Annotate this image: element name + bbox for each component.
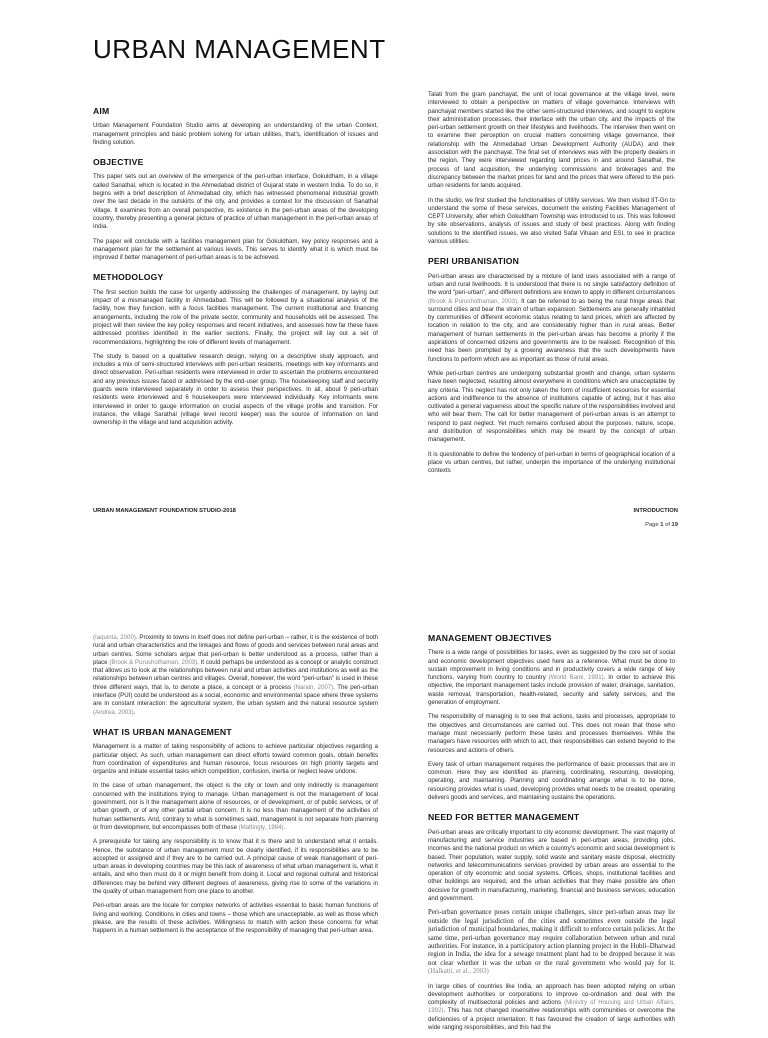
citation: (Brook & Purushothaman, 2003) (109, 658, 198, 666)
citation: (Ministry of Housing and Urban Affairs, 1992) (428, 999, 675, 1015)
page-total: 19 (671, 522, 678, 528)
paragraph-text: . (133, 708, 136, 716)
citation: (Halkatti, et al., 2003) (428, 968, 489, 976)
paragraph-text: In large cities of countries like India, an approach has been adopted relying on urban development authorities or corporations to improve co-ordination and deal with the complexity of multisectoral policies and actions (428, 982, 675, 1007)
paragraph-text: . The peri-urban interface (PUI) could be understood as a social, economic and environmental space where three systems are in constant interaction: the agricultural system, the urban system and the natural resource system (93, 683, 379, 708)
body-paragraph (428, 909, 675, 976)
section-heading: OBJECTIVE (93, 157, 144, 168)
section-heading: METHODOLOGY (93, 272, 164, 283)
page-number (645, 522, 678, 528)
section-heading: MANAGEMENT OBJECTIVES (428, 633, 552, 643)
body-paragraph: It is questionable to define the tendency of peri-urban in terms of geographical location of a place vs urban centres, but rather, underpin the importance of the underlying institutional contexts (428, 450, 675, 475)
body-paragraph: This paper sets out an overview of the emergence of the peri-urban interface, Gokuldham, in a village called Sanathal, which is located in the Ahmedabad district of Gujarat state in western India. To do so, it begins with a brief description of Ahmedabad city, which has witnessed phenomenal industrial growth over the last decade in the outskirts of the city, and provides a context for the discussion of Sanathal village. It examines from an overall perspective, its existence in the peri-urban areas of the developing country, thereby presenting a general picture of practice of urban management in the peri-urban areas of India. (93, 173, 378, 231)
body-paragraph (93, 782, 378, 832)
citation: (Iaquinta, 2000) (93, 634, 136, 641)
body-paragraph: Talati from the gram panchayat, the unit of local governance at the village level, were interviewed to obtain a perspective on matters of village governance. Interviews with panchayat members started like the other semi-structured interviews, and sought to explore their administration processes, their interface with the urban city, and the impacts of the peri-urban settlement growth on their lifestyles and livelihoods. The interview then went on to examine their perception on crucial matters concerning village governance, their relationship with the Ahmedabad Urban Development Authority (AUDA) and their association with the panchayat. The final set of interviews was with the property dealers in the region. They were interviewed regarding land prices in and around Sanathal, the process of land acquisition, the underlying commissions and brokerages and the discrepancy between the market prices for land and the prices that were offered to the peri-urban residents for lands acquired. (428, 91, 675, 190)
paragraph-text: . (283, 823, 286, 831)
section-heading: WHAT IS URBAN MANAGEMENT (93, 726, 232, 737)
section-heading: NEED FOR BETTER MANAGEMENT (428, 812, 580, 823)
citation: (Brook & Purushothaman, 2003) (428, 297, 518, 305)
paragraph-text: . It can be referred to as being the rural fringe areas that surround cities and bear the strain of urban expansion. Settlements are generally inhabited by communities of different economic status relating to land prices, which are affected by location in relation to the city, and are considerably higher than in rural areas. Better management of human settlements in the peri-urban areas has become a priority if the aspirations of concerned citizens and governments are to be realised. Recognition of this need has been prompted by a growing awareness that the such developments have functions to perform which are as important as those of rural areas. (428, 297, 675, 363)
citation: (Andrea, 2003) (93, 708, 134, 716)
document-title: URBAN MANAGEMENT (93, 34, 386, 64)
section-heading: PERI URBANISATION (428, 256, 520, 267)
page-two-left-column (93, 634, 378, 942)
paragraph-text: . This has not changed insensitive relationships with communities or overcome the deficiencies of a project orientation. It has favoured the creation of large authorities with wide ranging responsibilities, and this had the (428, 1007, 675, 1032)
page-one-right-column (428, 91, 675, 481)
body-paragraph: While peri-urban centres are undergoing substantial growth and change, urban systems have been neglected, resulting almost everywhere in conditions which are unacceptable by any criteria. This neglect has not only taken the form of insufficient resources for essential actions and indifference to the absence of institutions capable of acting, but it has also cultivated a general vagueness about the specific nature of the responsibilities involved and who will bear them. The call for better management of peri-urban areas is an attempt to respond to past neglect. Yet much remains confused about the purposes, nature, scope, and distribution of responsibilities which may be meant by the concept of urban management. (428, 369, 675, 444)
body-paragraph: Peri-urban areas are the locale for complex networks of activities essential to basic human functions of living and working. Conditions in cities and towns – those which are unacceptable, as well as those which please, are the results of these activities. Willingness to match with action these concerns for what happens in a human settlement is the acceptance of the responsibility of managing that peri-urban area. (93, 902, 378, 935)
body-paragraph: Peri-urban areas are critically important to city economic development. The vast majority of manufacturing and service industries are based in peri-urban areas, providing jobs, incomes and the national product on which a country's economic and social development is based. Their population, water supply, solid waste and sanitary waste disposal, electricity networks and telecommunications services provided by urban areas are essential to the operation of city economic and social systems. Offices, shops, institutional facilities and other buildings are required, and the urban activities that they make possible are often decisive for growth in manufacturing, marketing, financial and business services, education and government. (428, 828, 675, 903)
footer-studio-name: URBAN MANAGEMENT FOUNDATION STUDIO-2018 (93, 508, 236, 514)
body-paragraph: Urban Management Foundation Studio aims at developing an understanding of the urban Context, management principles and basic problem solving for urban utilities, that's, identification of issues and finding solution. (93, 122, 378, 146)
page-two-right-column (428, 634, 675, 1038)
body-paragraph: The study is based on a qualitative research design, relying on a descriptive study approach, and includes a mix of semi-structured interviews with peri-urban residents, meetings with key informants and direct observation. Peri-urban residents were interviewed in order to ascertain the problems encountered and any previous issues faced or addressed by the end-user group. The housekeeping staff and security guards were interviewed separately in order to assess their perspectives. In all, about 9 peri-urban residents were interviewed and 6 housekeepers were interviewed individually. Key informants were interviewed in order to gauge information on crucial aspects of the village profile and transition. For instance, the village Sarathal (village level record keeper) was the source of information on land ownership in the village and land acquisition activity. (93, 352, 378, 427)
paragraph-text: . It could perhaps be understood as a concept or analytic construct that allows us to look at the relationships between rural and urban activities and institutions as well as the relationships between urban centres and villages. Overall, however, the word “peri-urban” is used in these three different ways, that is, to denote a place, a concept or a process (93, 658, 378, 691)
page-two (0, 610, 768, 1032)
body-paragraph: The responsibility of managing is to see that actions, tasks and processes, appropriate to the objectives and circumstances are carried out. This does not mean that those who manage must necessarily perform these tasks and processes themselves. While the managers have resources with which to act, their responsibilities can extend beyond to the resources and actions of others. (428, 713, 675, 754)
citation: (Mattingly, 1994) (238, 823, 284, 831)
paragraph-text: . Proximity to towns in itself does not define peri-urban – rather, it is the existence of both rural and urban characteristics and the linkages and flows of goods and services between rural areas and urban centres. Some scholars argue that peri-urban is better understood as a process, rather than a place (93, 634, 379, 666)
page-one-left-column (93, 107, 378, 434)
body-paragraph (93, 634, 378, 717)
body-paragraph (428, 273, 675, 364)
footer-section-name: INTRODUCTION (633, 508, 678, 514)
body-paragraph: Every task of urban management requires the performance of basic processes that are in common. Here they are identified as planning, coordinating, resourcing, developing, operating, and maintaining. Planning and coordinating arrange what is to be done, resourcing provides what is used, developing provides what needs to be created, operating delivers goods and services, and maintaining sustains the operations. (428, 760, 675, 802)
paragraph-text: Peri-urban areas are characterised by a mixture of land uses associated with a range of urban and rural livelihoods. It is understood that there is no single satisfactory definition of the word “peri-urban”, and different definitions are known to apply in different circumstances (428, 272, 675, 297)
body-paragraph: The paper will conclude with a facilities management plan for Gokuldham, key policy responses and a management plan for the settlement at various levels. This serves to identify what it is which must be improved if better management of peri-urban areas is to be achieved. (93, 237, 378, 262)
body-paragraph: The first section builds the case for urgently addressing the challenges of management, by laying out impact of a mismanaged facility in Ahmedabad. This will be followed by a situational analysis of the facility, how they function, with a focus facilities management. The current institutional and financing arrangements, including the role of the private sector, community and households will be assessed. The project will then review the key policy responses and recent initiatives, and assesses how far these have addressed priorities identified in the earlier sections. Finally, the project will lay out a set of recommendations, highlighting the role of different levels of management. (93, 288, 378, 346)
body-paragraph: A prerequisite for taking any responsibility is to know that it is there and to understand what it entails. Hence, the substance of urban management must be clearly identified, if its responsibilities are to be accepted or assigned and if they are to be carried out. A principal cause of weak management of peri-urban areas in developing countries may be this lack of awareness of what urban management is, what it entails, and who then must do it or might benefit from doing it. Local and regional cultural and historical differences may be behind very different degrees of awareness, giving rise to some of the variations in the quality of urban management from one place to another. (93, 838, 378, 896)
body-paragraph (428, 649, 675, 707)
citation: (Narain, 2007) (293, 683, 334, 691)
page-current: 1 (660, 522, 664, 528)
body-paragraph (428, 983, 675, 1033)
section-heading: AIM (93, 106, 110, 116)
paragraph-text: Peri-urban governance poses certain unique challenges, since peri-urban areas may lie outside the legal jurisdiction of the cities and sometimes even outside the legal jurisdiction of municipal boundaries, making it difficult to enforce certain policies. At the same time, peri-urban governance may require collaboration between urban and rural authorities. For instance, in a participatory action planning project in the Hubli–Dharwad region in India, the idea for a sewage treatment plant had to be dropped because it was not clear whether it was the urban or the rural government who would pay for it. (428, 909, 675, 967)
page-of-label: of (663, 522, 672, 528)
paragraph-text: There is a wide range of possibilities for tasks, even as suggested by the core set of social and economic development objectives used here as a reference. What must be done to sustain improvement in living conditions and in productivity covers a wide range of key functions, varying from country to country (428, 649, 675, 682)
body-paragraph: Management is a matter of taking responsibility of actions to achieve particular objectives regarding a particular object. As such, urban management can direct efforts toward common goals, obtain benefits from coordination of expenditures and human resource, focus resources on high priority targets and organize and initiate essential tasks which competition, confusion, inertia or neglect leave undone. (93, 743, 378, 776)
citation: (World Bank, 1991) (548, 674, 604, 682)
page-label: Page (645, 522, 661, 528)
paragraph-text: In the case of urban management, the object is the city or town and only indirectly is management concerned with the institutions trying to manage. Urban management is not the management of local government, nor is it the management alone of resources, or of development, or of public services, or of urban growth, or of any other partial urban concern. It is no less than management of the activities of human settlements. And, contrary to what is sometimes said, management is not separate from planning or from development, but encompasses both of these (93, 782, 378, 831)
paragraph-text: . In order to achieve this objective, the important management tasks include provision of water, drainage, sanitation, waste removal, transportation, health-related, security and safety services, and the generation of employment. (428, 674, 675, 707)
body-paragraph: In the studio, we first studied the functionalities of Utility services. We then visited IIT-Gn to understand the some of these services, document the existing Facilities Management of CEPT University, after which Gokuldham Township was introduced to us. This was followed by site observations, analysis of issues and study of best practices. Along with finding solutions to the identified issues, we also visited Safal Vihaan and ESI, to see in practice various utilities. (428, 196, 675, 246)
page-gap (0, 560, 768, 610)
